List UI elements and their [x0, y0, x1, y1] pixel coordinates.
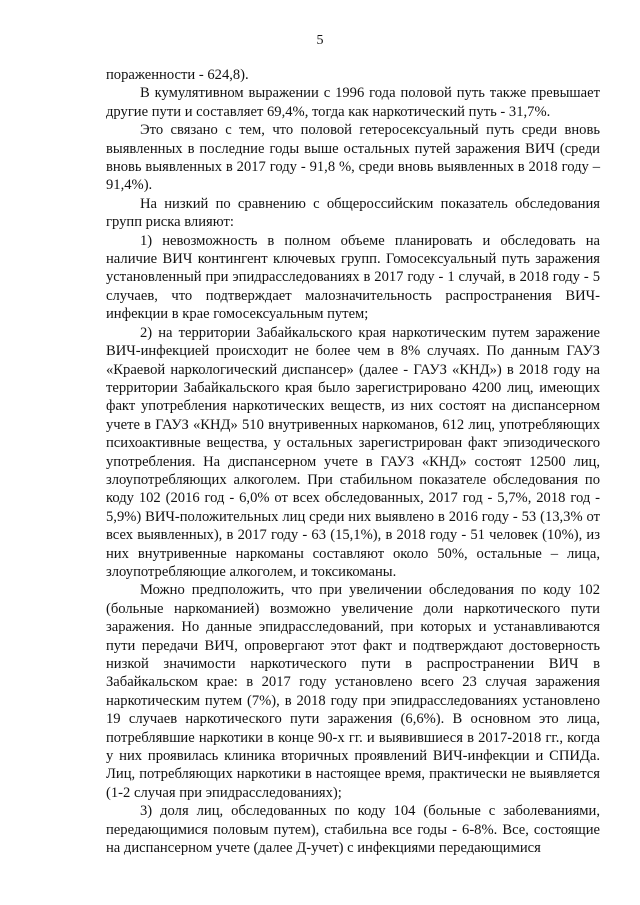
- paragraph: Можно предположить, что при увеличении обследования по коду 102 (больные наркоманией) возможно увеличение доли наркотического пути заражения. Но данные эпидрасследований, при которых и устанавливаются пути передачи ВИЧ, опровергают этот факт и подтверждают достоверность низкой значимости наркотического пути в распространении ВИЧ в Забайкальском крае: в 2017 году установлено всего 23 случая заражения наркотическим путем (7%), в 2018 году при эпидрасследованиях установлено 19 случаев наркотического пути заражения (6,6%). В основном это лица, потреблявшие наркотики в конце 90-х гг. и выявившиеся в 2017-2018 гг., когда у них проявилась клиника вторичных проявлений ВИЧ-инфекции и СПИДа. Лиц, потребляющих наркотики в настоящее время, практически не выявляется (1-2 случая при эпидрасследованиях);: [106, 582, 600, 801]
- paragraph: 3) доля лиц, обследованных по коду 104 (больные с заболеваниями, передающимися половым путем), стабильна все годы - 6-8%. Все, состоящие на диспансерном учете (далее Д-учет) с инфекциями передающимися: [106, 803, 600, 857]
- paragraph: 2) на территории Забайкальского края наркотическим путем заражение ВИЧ-инфекцией происходит не более чем в 8% случаях. По данным ГАУЗ «Краевой наркологический диспансер» (далее - ГАУЗ «КНД») в 2018 году на территории Забайкальского края было зарегистрировано 4200 лиц, имеющих факт употребления наркотических веществ, из них состоят на диспансерном учете в ГАУЗ «КНД» 510 внутривенных наркоманов, 612 лиц, употребляющих психоактивные вещества, у остальных зарегистрирован факт эпизодического употребления. На диспансерном учете в ГАУЗ «КНД» состоят 12500 лиц, злоупотребляющих алкоголем. При стабильном показателе обследования по коду 102 (2016 год - 6,0% от всех обследованных, 2017 год - 5,7%, 2018 год - 5,9%) ВИЧ-положительных лиц среди них выявлено в 2016 году - 53 (13,3% от всех выявленных), в 2017 году - 63 (15,1%), в 2018 году - 51 человек (10%), из них внутривенные наркоманы составляют около 50%, остальные – лица, злоупотребляющие алкоголем, и токсикоманы.: [106, 324, 600, 580]
- document-body: [106, 66, 600, 857]
- paragraph: 1) невозможность в полном объеме планировать и обследовать на наличие ВИЧ контингент ключевых групп. Гомосексуальный путь заражения установленный при эпидрасследованиях в 2017 году - 1 случай, в 2018 году - 5 случаев, что подтверждает малозначительность распространения ВИЧ-инфекции в крае гомосексуальным путем;: [106, 232, 600, 323]
- paragraph: На низкий по сравнению с общероссийским показатель обследования групп риска влияют:: [106, 195, 600, 231]
- paragraph: пораженности - 624,8).: [106, 67, 249, 83]
- paragraph: Это связано с тем, что половой гетеросексуальный путь среди вновь выявленных в последние годы выше остальных путей заражения ВИЧ (среди вновь выявленных в 2017 году - 91,8 %, среди вновь выявленных в 2018 году – 91,4%).: [106, 122, 600, 194]
- paragraph: В кумулятивном выражении с 1996 года половой путь также превышает другие пути и составляет 69,4%, тогда как наркотический путь - 31,7%.: [106, 85, 600, 120]
- page-number: 5: [316, 33, 324, 48]
